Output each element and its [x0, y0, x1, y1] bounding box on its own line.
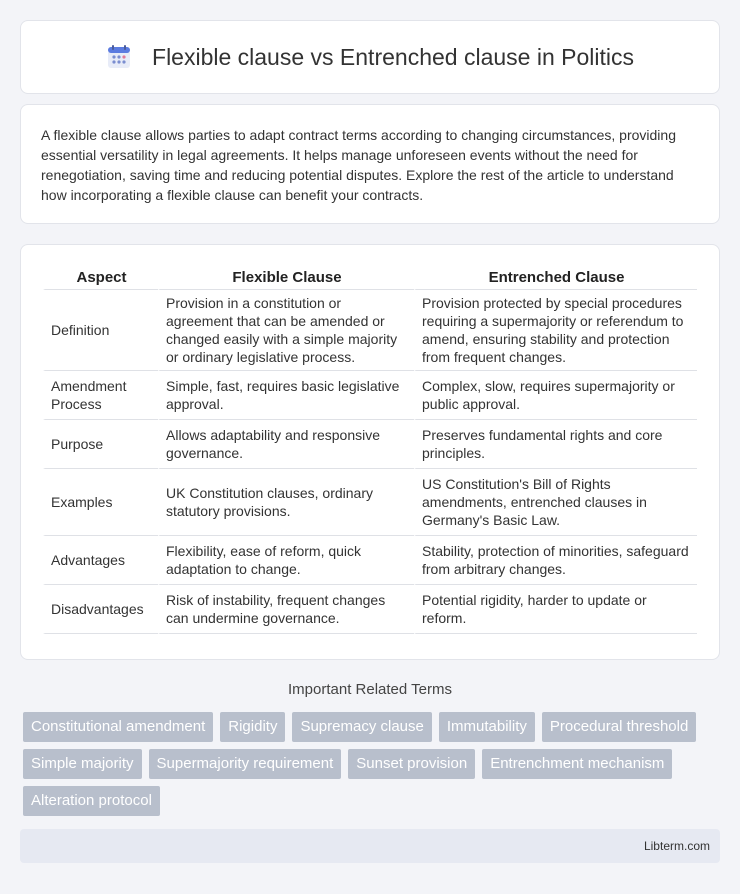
row-aspect: Purpose	[43, 420, 158, 469]
table-row	[43, 371, 697, 420]
row-flexible: Simple, fast, requires basic legislative approval.	[158, 371, 414, 420]
header-aspect: Aspect	[43, 267, 158, 290]
table-row	[43, 290, 697, 371]
row-flexible: Provision in a constitution or agreement that can be amended or changed easily with a simple majority or ordinary legislative process.	[158, 290, 414, 371]
row-aspect: Disadvantages	[43, 585, 158, 634]
row-aspect: Amendment Process	[43, 371, 158, 420]
table-row	[43, 420, 697, 469]
term-tag[interactable]: Immutability	[439, 712, 535, 742]
intro-text: A flexible clause allows parties to adapt contract terms according to changing circumstances, providing essential versatility in legal agreements. It helps manage unforeseen events without the need for renegotiation, saving time and reducing potential disputes. Explore the rest of the article to understand how incorporating a flexible clause can benefit your contracts.	[41, 127, 676, 203]
row-entrenched: Complex, slow, requires supermajority or public approval.	[414, 371, 697, 420]
row-flexible: Allows adaptability and responsive governance.	[158, 420, 414, 469]
table-row	[43, 536, 697, 585]
row-aspect: Examples	[43, 469, 158, 536]
row-entrenched: Stability, protection of minorities, safeguard from arbitrary changes.	[414, 536, 697, 585]
comparison-card	[20, 244, 720, 660]
footer	[20, 829, 720, 863]
related-terms-title: Important Related Terms	[288, 681, 452, 698]
table-row	[43, 585, 697, 634]
row-flexible: UK Constitution clauses, ordinary statutory provisions.	[158, 469, 414, 536]
title-card	[20, 20, 720, 94]
term-tag[interactable]: Simple majority	[23, 749, 142, 779]
row-aspect: Advantages	[43, 536, 158, 585]
page-title: Flexible clause vs Entrenched clause in Politics	[152, 43, 634, 70]
table-header-row	[43, 267, 697, 290]
term-tag[interactable]: Rigidity	[220, 712, 285, 742]
row-flexible: Flexibility, ease of reform, quick adaptation to change.	[158, 536, 414, 585]
row-aspect: Definition	[43, 290, 158, 371]
row-entrenched: Potential rigidity, harder to update or reform.	[414, 585, 697, 634]
term-tag[interactable]: Sunset provision	[348, 749, 475, 779]
intro-card	[20, 104, 720, 224]
term-tag[interactable]: Entrenchment mechanism	[482, 749, 672, 779]
table-row	[43, 469, 697, 536]
footer-site-link[interactable]: Libterm.com	[643, 839, 710, 853]
related-terms-list	[23, 712, 723, 823]
row-entrenched: Preserves fundamental rights and core principles.	[414, 420, 697, 469]
term-tag[interactable]: Alteration protocol	[23, 786, 160, 816]
term-tag[interactable]: Constitutional amendment	[23, 712, 213, 742]
comparison-table	[43, 267, 697, 634]
row-entrenched: Provision protected by special procedures requiring a supermajority or referendum to amend, ensuring stability and protection from frequent changes.	[414, 290, 697, 371]
calendar-icon	[106, 44, 132, 70]
row-entrenched: US Constitution's Bill of Rights amendments, entrenched clauses in Germany's Basic Law.	[414, 469, 697, 536]
header-entrenched: Entrenched Clause	[414, 267, 697, 290]
term-tag[interactable]: Supermajority requirement	[149, 749, 342, 779]
row-flexible: Risk of instability, frequent changes can undermine governance.	[158, 585, 414, 634]
header-flexible: Flexible Clause	[158, 267, 414, 290]
term-tag[interactable]: Procedural threshold	[542, 712, 696, 742]
term-tag[interactable]: Supremacy clause	[292, 712, 431, 742]
